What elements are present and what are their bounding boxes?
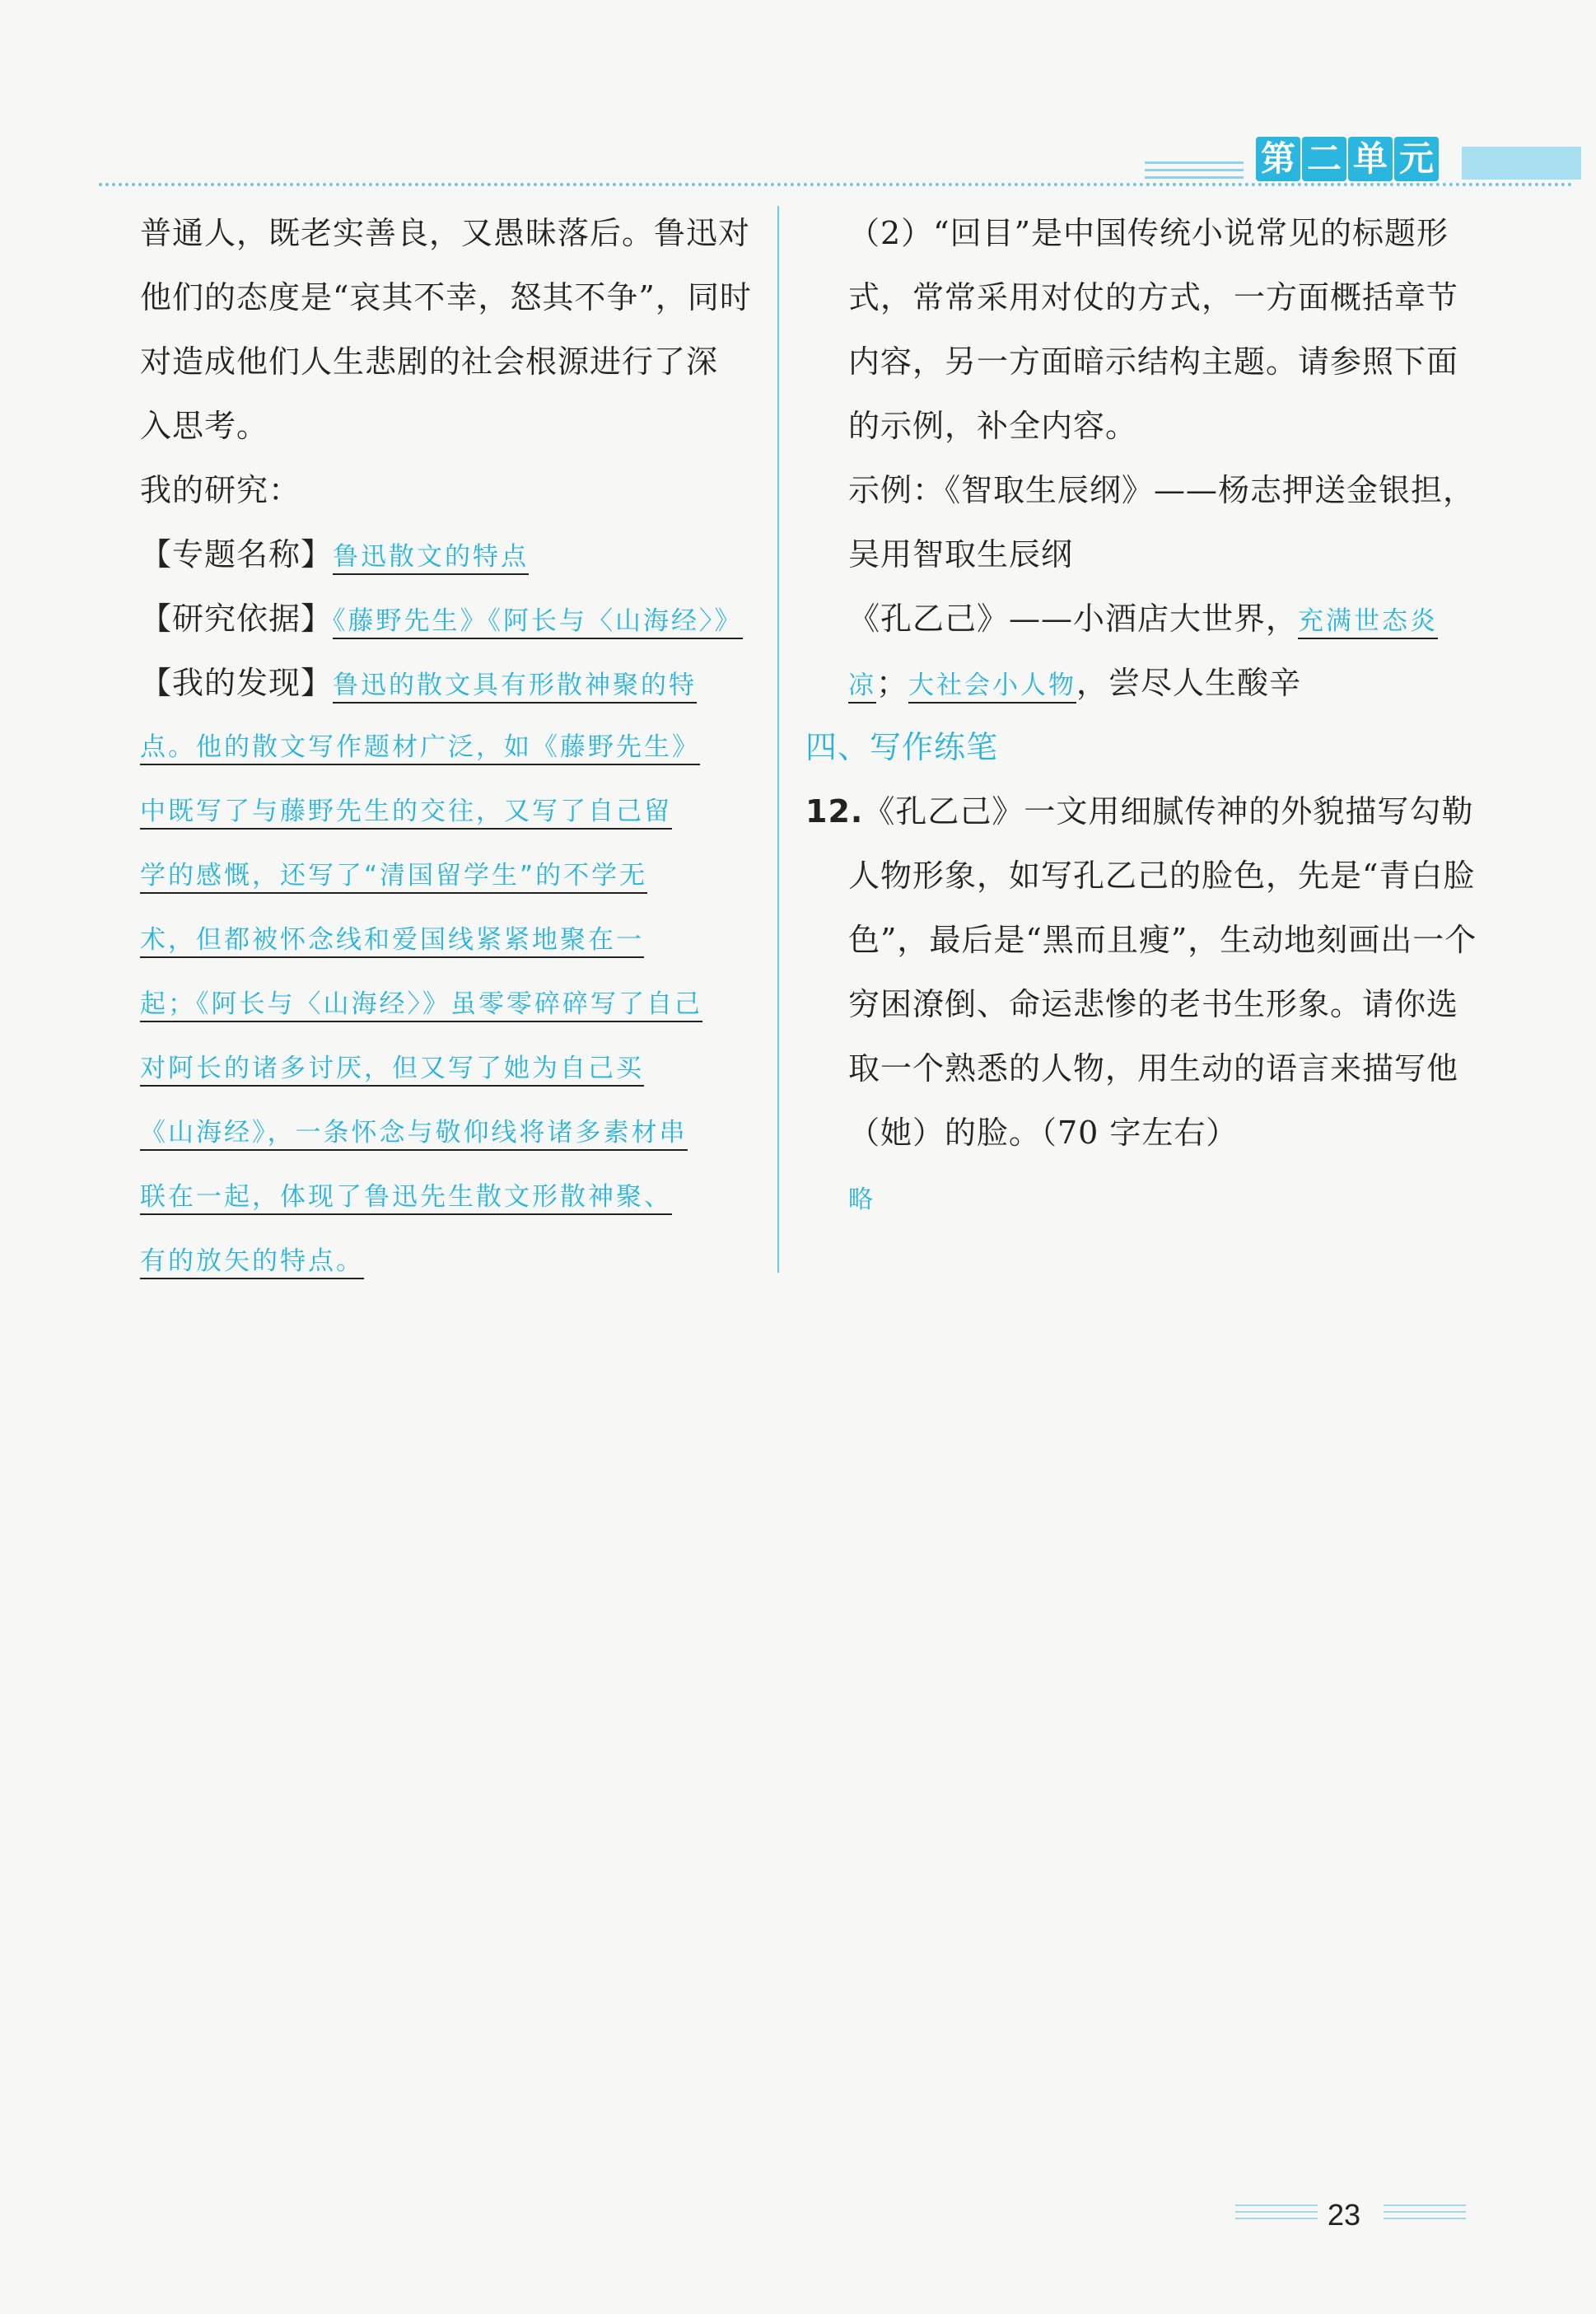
finding-row [140, 656, 766, 720]
right-column [805, 206, 1477, 1234]
kong-prefix: 《孔乙己》——小酒店大世界， [848, 601, 1299, 637]
q12-number: 12. [805, 793, 864, 830]
intro-line: 普通人，既老实善良，又愚昧落后。鲁迅对 [140, 215, 751, 251]
left-column [140, 206, 766, 1298]
kong-row-2 [848, 656, 1474, 720]
finding-answer-line: 《山海经》，一条怀念与敬仰线将诸多素材串 [140, 1106, 766, 1170]
basis-row [140, 591, 766, 656]
unit-char: 单 [1348, 137, 1393, 181]
q12-line: 人物形象，如写孔乙己的脸色，先是“青白脸 [848, 858, 1476, 894]
kong-answer-2: 大社会小人物 [908, 671, 1076, 704]
q2-line: （2）“回目”是中国传统小说常见的标题形 [848, 215, 1449, 251]
page-number: 23 [1328, 2198, 1361, 2232]
finding-answer-line: 有的放矢的特点。 [140, 1234, 766, 1298]
finding-answer-line: 起；《阿长与〈山海经〉》虽零零碎碎写了自己 [140, 977, 766, 1041]
example-line: 吴用智取生辰纲 [848, 536, 1074, 573]
section-row [805, 720, 1474, 784]
intro-line: 入思考。 [140, 408, 269, 444]
finding-answer-line: 对阿长的诸多讨厌，但又写了她为自己买 [140, 1041, 766, 1106]
q12-line: 取一个熟悉的人物，用生动的语言来描写他 [848, 1050, 1459, 1087]
q2-line: 式，常常采用对仗的方式，一方面概括章节 [848, 279, 1459, 316]
finding-answer-line: 术，但都被怀念线和爱国线紧紧地聚在一 [140, 913, 766, 977]
q12-answer-row [848, 1170, 1474, 1234]
basis-label: 【研究依据】 [140, 601, 334, 637]
basis-answer: 《藤野先生》《阿长与〈山海经〉》 [333, 606, 743, 639]
topic-answer: 鲁迅散文的特点 [333, 542, 529, 575]
q2-line: 的示例，补全内容。 [848, 408, 1138, 444]
finding-answer: 鲁迅的散文具有形散神聚的特 [333, 671, 697, 704]
q12-row [805, 784, 1474, 848]
header-decoration-lines [1145, 161, 1244, 180]
q12-line: 穷困潦倒、命运悲惨的老书生形象。请你选 [848, 986, 1459, 1022]
unit-char: 二 [1302, 137, 1346, 181]
kong-sep: ； [876, 665, 909, 701]
kong-answer-1: 充满世态炎 [1298, 606, 1438, 639]
my-research-label: 我的研究： [140, 472, 301, 508]
q12-line: （她）的脸。（70 字左右） [848, 1115, 1239, 1151]
finding-answer-line: 中既写了与藤野先生的交往，又写了自己留 [140, 784, 766, 848]
section-title: 四、写作练笔 [805, 729, 999, 765]
unit-char: 第 [1256, 137, 1300, 181]
q12-line: 色”，最后是“黑而且瘦”，生动地刻画出一个 [848, 922, 1477, 958]
topic-row [140, 527, 766, 591]
q12-line: 《孔乙己》一文用细腻传神的外貌描写勾勒 [863, 793, 1474, 830]
kong-suffix: ，尝尽人生酸辛 [1076, 665, 1302, 701]
example-line: 示例：《智取生辰纲》——杨志押送金银担， [848, 472, 1476, 508]
q2-line: 内容，另一方面暗示结构主题。请参照下面 [848, 344, 1459, 380]
intro-line: 对造成他们人生悲剧的社会根源进行了深 [140, 344, 719, 380]
finding-label: 【我的发现】 [140, 665, 334, 701]
header-bar [1462, 147, 1581, 180]
footer-lines-left [1235, 2204, 1318, 2224]
unit-char: 元 [1394, 137, 1439, 181]
intro-line: 他们的态度是“哀其不幸，怒其不争”，同时 [140, 279, 752, 316]
footer-lines-right [1384, 2204, 1466, 2224]
finding-answer-line: 学的感慨，还写了“清国留学生”的不学无 [140, 848, 766, 913]
topic-label: 【专题名称】 [140, 536, 334, 573]
column-divider [777, 206, 779, 1273]
q12-answer: 略 [848, 1185, 874, 1214]
finding-answer-line: 点。他的散文写作题材广泛，如《藤野先生》 [140, 720, 766, 784]
header-divider [99, 183, 1573, 186]
finding-answer-line: 联在一起，体现了鲁迅先生散文形散神聚、 [140, 1170, 766, 1234]
kong-row [848, 591, 1474, 656]
unit-title [1256, 137, 1439, 186]
kong-answer-1b: 凉 [848, 671, 876, 704]
